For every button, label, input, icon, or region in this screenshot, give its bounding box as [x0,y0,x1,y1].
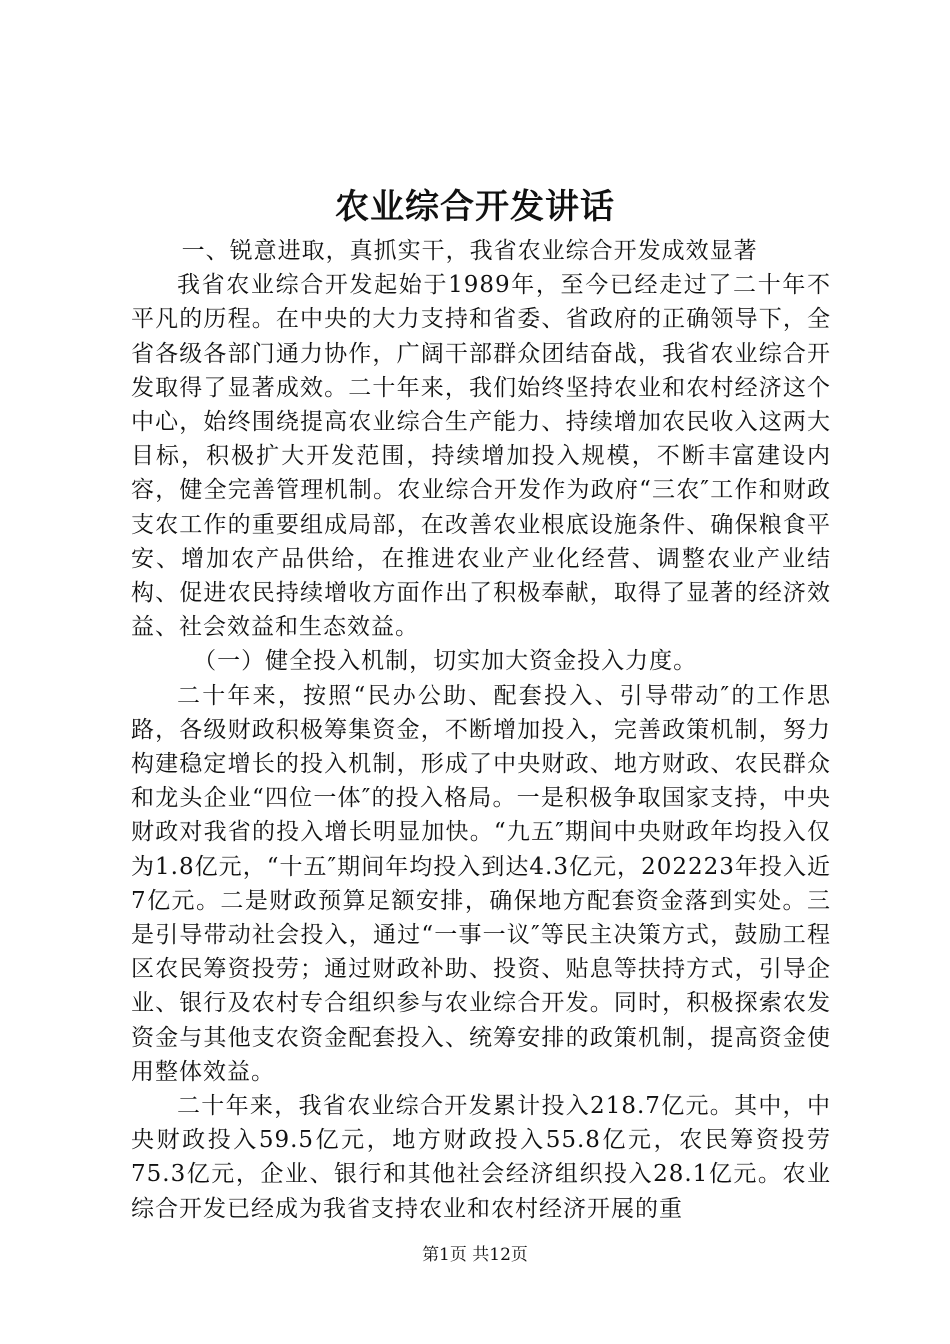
page-number-footer: 第1页 共12页 [422,1245,528,1265]
body-paragraph: 二十年来，我省农业综合开发累计投入218.7亿元。其中，中央财政投入59.5亿元，地方财政投入55.8亿元，农民筹资投劳75.3亿元，企业、银行和其他社会经济组织投入28.1亿元。农业综合开发已经成为我省支持农业和农村经济开展的重 [131,1093,831,1222]
body-paragraph: 我省农业综合开发起始于1989年，至今已经走过了二十年不平凡的历程。在中央的大力支持和省委、省政府的正确领导下，全省各级各部门通力协作，广阔干部群众团结奋战，我省农业综合开发取得了显著成效。二十年来，我们始终坚持农业和农村经济这个中心，始终围绕提高农业综合生产能力、持续增加农民收入这两大目标，积极扩大开发范围，持续增加投入规模，不断丰富建设内容，健全完善管理机制。农业综合开发作为政府“三农″工作和财政支农工作的重要组成局部，在改善农业根底设施条件、确保粮食平安、增加农产品供给，在推进农业产业化经营、调整农业产业结构、促进农民持续增收方面作出了积极奉献，取得了显著的经济效益、社会效益和生态效益。 [131,272,831,641]
section-heading: 一、锐意进取，真抓实干，我省农业综合开发成效显著 [181,238,758,264]
body-paragraph: 二十年来，按照“民办公助、配套投入、引导带动″的工作思路，各级财政积极筹集资金，不断增加投入，完善政策机制，努力构建稳定增长的投入机制，形成了中央财政、地方财政、农民群众和龙头企业“四位一体″的投入格局。一是积极争取国家支持，中央财政对我省的投入增长明显加快。“九五″期间中央财政年均投入仅为1.8亿元，“十五″期间年均投入到达4.3亿元，202223年投入近7亿元。二是财政预算足额安排，确保地方配套资金落到实处。三是引导带动社会投入，通过“一事一议″等民主决策方式，鼓励工程区农民筹资投劳；通过财政补助、投资、贴息等扶持方式，引导企业、银行及农村专合组织参与农业综合开发。同时，积极探索农发资金与其他支农资金配套投入、统筹安排的政策机制，提高资金使用整体效益。 [131,682,831,1085]
document-body [131,234,831,1226]
subsection-heading: （一）健全投入机制，切实加大资金投入力度。 [193,648,698,675]
document-title: 农业综合开发讲话 [335,187,615,227]
